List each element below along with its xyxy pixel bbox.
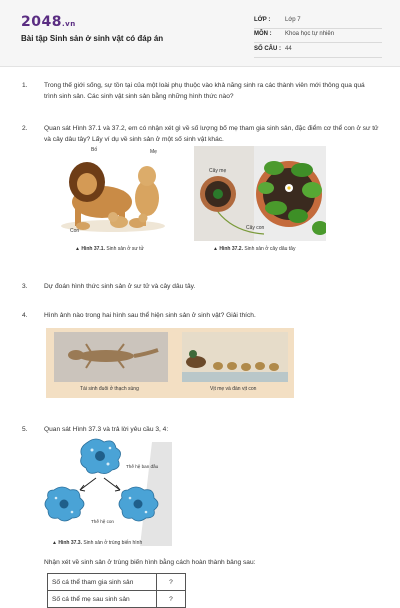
question-number: 2. — [22, 125, 28, 132]
page-header — [0, 0, 400, 67]
caption-number: ▲ Hình 37.2. — [213, 246, 243, 252]
page-title: Bài tập Sinh sản ở sinh vật có đáp án — [21, 34, 164, 43]
table-cell: Số cá thể mẹ sau sinh sản — [48, 591, 157, 608]
label-mother-plant: Cây mẹ — [209, 168, 227, 174]
label-father: Bố — [91, 147, 98, 153]
gecko-caption: Tái sinh đuôi ở thạch sùng — [80, 386, 139, 392]
table-row — [48, 574, 186, 591]
caption-number: ▲ Hình 37.1. — [75, 246, 105, 252]
meta-key: SỐ CÂU : — [254, 46, 281, 52]
figure-caption — [52, 540, 142, 546]
table-row — [48, 591, 186, 608]
question-text: Quan sát Hình 37.3 và trả lời yêu cầu 3, 4: — [44, 426, 169, 433]
question-number: 4. — [22, 312, 28, 319]
figure-caption — [213, 246, 295, 252]
amoeba-division-image — [40, 434, 172, 546]
caption-number: ▲ Hình 37.3. — [52, 540, 82, 546]
caption-text: Sinh sản ở sư tử — [106, 246, 144, 252]
label-child-generation: Thế hệ con — [91, 519, 114, 524]
figure-caption — [75, 246, 144, 252]
caption-text: Sinh sản ở cây dâu tây — [244, 246, 296, 252]
caption-text: Sinh sản ở trùng biến hình — [83, 540, 143, 546]
question-text: Dự đoán hình thức sinh sản ở sư tử và cây dâu tây. — [44, 283, 196, 290]
meta-key: MÔN : — [254, 31, 272, 37]
label-parent-generation: Thế hệ ban đầu — [126, 464, 159, 469]
lion-family-image — [57, 146, 169, 234]
instruction-text: Nhận xét về sinh sản ở trùng biến hình bằng cách hoàn thành bảng sau: — [44, 559, 256, 566]
table-cell[interactable]: ? — [157, 591, 186, 608]
site-logo[interactable] — [21, 14, 76, 30]
meta-key: LỚP : — [254, 17, 271, 23]
question-text: Trong thế giới sống, sự tồn tại của một loài phụ thuộc vào khả năng sinh ra các thành viên mới thông qua quá trình sinh sản. Các sinh vật sinh sản bằng những hình thức nào? — [44, 82, 365, 100]
label-mother: Mẹ — [150, 149, 157, 155]
logo-suffix: .vn — [61, 20, 76, 28]
label-child-plant: Cây con — [246, 225, 265, 231]
table-cell: Số cá thể tham gia sinh sản — [48, 574, 157, 591]
meta-divider — [254, 57, 382, 58]
table-cell[interactable]: ? — [157, 574, 186, 591]
meta-divider — [254, 42, 382, 43]
meta-value: Khoa học tự nhiên — [285, 31, 335, 37]
question-text: Quan sát Hình 37.1 và 37.2, em có nhận xét gì về số lượng bố mẹ tham gia sinh sản, đặc điểm cơ thể con ở sư tử và cây dâu tây? Lấy ví dụ về sinh sản ở một số sinh vật khác. — [44, 125, 379, 143]
question-number: 3. — [22, 283, 28, 290]
answer-table — [47, 573, 186, 608]
logo-text: 2048 — [21, 14, 62, 30]
question-text: Hình ảnh nào trong hai hình sau thể hiện sinh sản ở sinh vật? Giải thích. — [44, 312, 256, 319]
meta-value: 44 — [285, 46, 292, 52]
question-number: 1. — [22, 82, 28, 89]
meta-divider — [254, 28, 382, 29]
question-number: 5. — [22, 426, 28, 433]
ducks-caption: Vịt mẹ và đàn vịt con — [210, 386, 257, 392]
meta-value: Lớp 7 — [285, 17, 301, 23]
label-cub: Con — [70, 228, 80, 234]
